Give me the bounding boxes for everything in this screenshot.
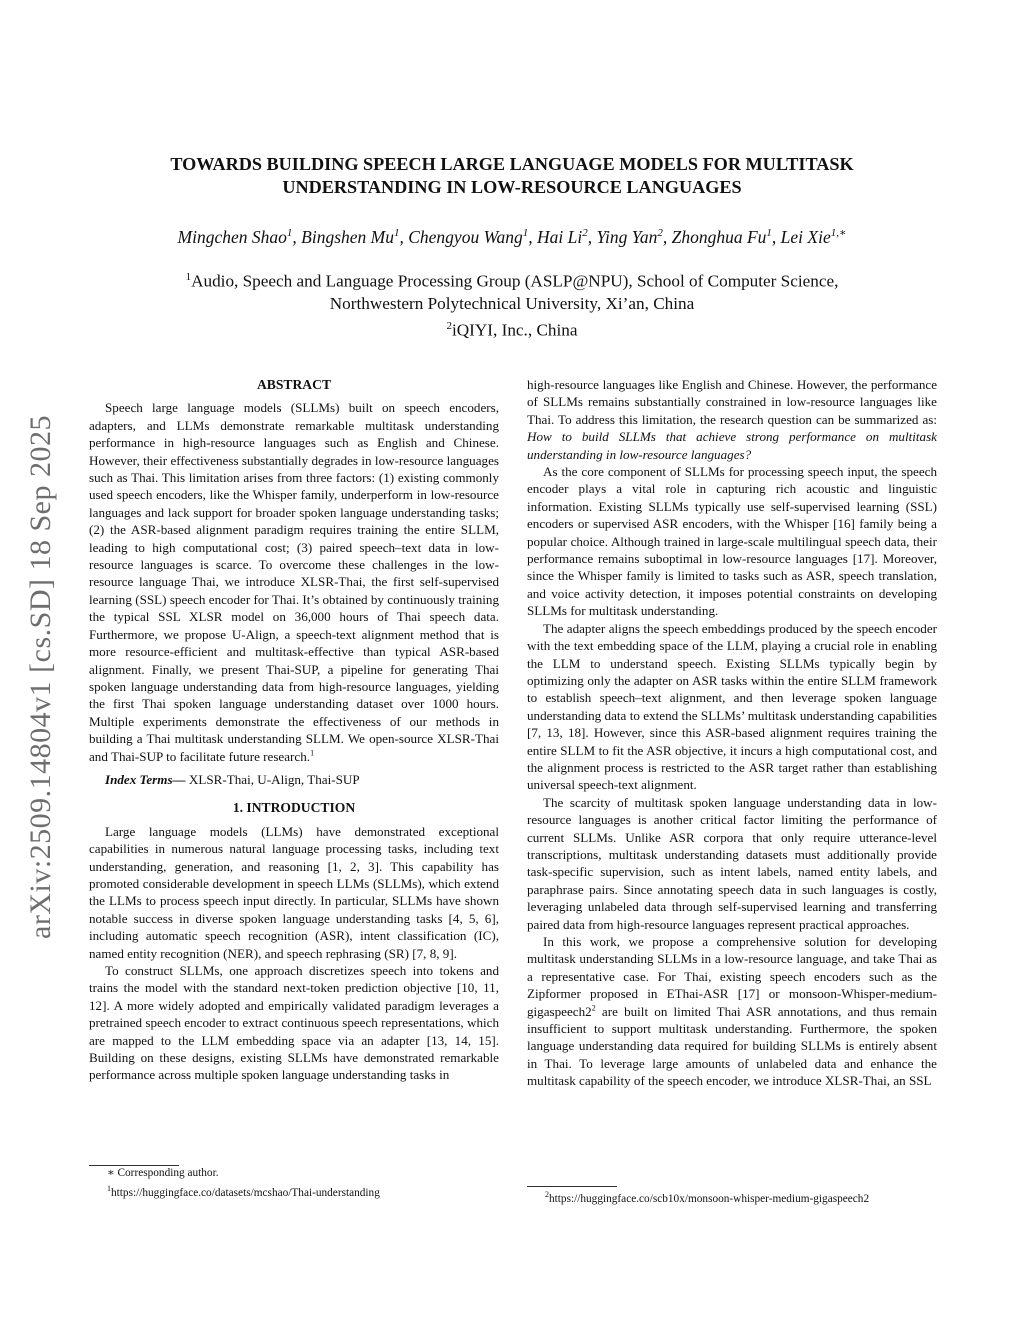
- footnote-1-link[interactable]: https://huggingface.co/datasets/mcshao/Thai-understanding: [111, 1186, 380, 1199]
- arxiv-sidebar-stamp: [22, 372, 60, 982]
- affiliation-1-line-2: Northwestern Polytechnical University, Xi’an, China: [329, 293, 695, 313]
- index-terms-label: Index Terms—: [105, 771, 186, 787]
- section-heading-introduction: 1. INTRODUCTION: [232, 800, 356, 816]
- intro-paragraph-3: As the core component of SLLMs for processing speech input, the speech encoder plays a vital role in capturing rich acoustic and linguistic information. Existing SLLMs typically use self-supervised learning (SSL) encoders or supervised ASR encoders, with the Whisper [16] family being a popular choice. Although trained in large-scale multilingual speech data, their performance remains suboptimal in low-resource languages [17]. Moreover, since the Whisper family is limited to tasks such as ASR, speech translation, and voice activity detection, it imposes potential constraints on developing SLLMs for multitask understanding.: [527, 464, 937, 619]
- intro-paragraph-2: To construct SLLMs, one approach discretizes speech into tokens and trains the model with the standard next-token prediction objective [10, 11, 12]. A more widely adopted and empirically validated paradigm leverages a pretrained speech encoder to extract continuous speech representations, which are mapped to the LLM embedding space via an adapter [13, 14, 15]. Building on these designs, existing SLLMs have demonstrated remarkable performance across multiple spoken language understanding tasks in: [89, 963, 499, 1083]
- index-terms: [89, 771, 499, 788]
- author-affil-mark: 1: [522, 227, 529, 239]
- title-line-2: UNDERSTANDING IN LOW-RESOURCE LANGUAGES: [282, 177, 742, 197]
- author-affil-mark: 1: [393, 227, 400, 239]
- footnote-mark: 1: [310, 748, 315, 758]
- author-name: Ying Yan: [596, 226, 658, 247]
- arxiv-id: arXiv:2509.14804v1 [cs.SD] 18 Sep 2025: [24, 415, 57, 939]
- author-affil-mark: 2: [582, 227, 588, 239]
- author-affil-mark: 1: [286, 227, 293, 239]
- index-terms-text: XLSR-Thai, U-Align, Thai-SUP: [188, 771, 360, 787]
- author-affil-mark: 1: [766, 227, 772, 239]
- footnote-mark: 2: [591, 1003, 596, 1013]
- right-column: [527, 376, 937, 1090]
- author-name: Bingshen Mu: [301, 226, 394, 247]
- footnote-2-link[interactable]: https://huggingface.co/scb10x/monsoon-whisper-medium-gigaspeech2: [549, 1192, 870, 1205]
- author-name: Hai Li: [537, 226, 583, 247]
- intro-paragraph-2-cont: high-resource languages like English and Chinese. However, the performance of SLLMs remains substantially constrained in low-resource languages like Thai. To address this limitation, the research question can be summarized as: How to build SLLMs that achieve strong performance on multitask understanding in low-resource languages?: [527, 377, 937, 462]
- author-list: Mingchen Shao$^1$, Bingshen Mu$^1$, Chengyou Wang$^1$, Hai Li$^2$, Ying Yan$^2$, Zhonghua Fu$^1$, Lei Xie$^{1,∗}$: [177, 226, 847, 247]
- footnotes-right: [527, 1186, 937, 1207]
- affiliations: [60, 266, 964, 341]
- title-line-1: TOWARDS BUILDING SPEECH LARGE LANGUAGE MODELS FOR MULTITASK: [170, 154, 854, 174]
- intro-paragraph-1: Large language models (LLMs) have demonstrated exceptional capabilities in numerous natural language processing tasks, including text understanding, generation, and reasoning [1, 2, 3]. This capability has promoted considerable development in speech LLMs (SLLMs), which extend the LLMs to process speech input directly. In particular, SLLMs have shown notable success in diverse spoken language understanding tasks [4, 5, 6], including automatic speech recognition (ASR), intent classification (IC), named entity recognition (NER), and speech rephrasing (SR) [7, 8, 9].: [89, 823, 499, 961]
- footnote-2: $^2$https://huggingface.co/scb10x/monsoon-whisper-medium-gigaspeech2: [545, 1190, 870, 1205]
- affiliation-1: $^1$Audio, Speech and Language Processing Group (ASLP@NPU), School of Computer Science,: [185, 271, 839, 291]
- footnote-1: $^1$https://huggingface.co/datasets/mcshao/Thai-understanding: [107, 1184, 380, 1199]
- author-name: Mingchen Shao: [177, 226, 287, 247]
- author-name: Chengyou Wang: [408, 226, 523, 247]
- author-affil-mark: 2: [657, 227, 663, 239]
- research-question: How to build SLLMs that achieve strong performance on multitask understanding in low-resource languages?: [527, 429, 937, 462]
- footnote-corresponding: ∗ Corresponding author.: [107, 1167, 219, 1179]
- abstract-heading: ABSTRACT: [256, 377, 332, 392]
- abstract-text: Speech large language models (SLLMs) built on speech encoders, adapters, and LLMs demonstrate remarkable multitask understanding performance in high-resource languages such as English and Chinese. However, their effectiveness substantially degrades in low-resource languages such as Thai. This limitation arises from three factors: (1) existing commonly used speech encoders, like the Whisper family, underperform in low-resource languages and lack support for broader spoken language understanding tasks; (2) the ASR-based alignment paradigm requires training the entire SLLM, leading to high computational cost; (3) paired speech–text data in low-resource languages is scarce. To overcome these challenges in the low-resource language Thai, we introduce XLSR-Thai, the first self-supervised learning (SSL) speech encoder for Thai. It’s obtained by continuously training the typical SSL XLSR model on 36,000 hours of Thai speech data. Furthermore, we propose U-Align, a speech-text alignment method that is more resource-efficient and multitask-effective than typical ASR-based alignment. Finally, we present Thai-SUP, a pipeline for generating Thai spoken language understanding data from high-resource languages, yielding the first Thai spoken language understanding dataset over 1000 hours. Multiple experiments demonstrate the effectiveness of our methods in building a Thai multitask understanding SLLM. We open-source XLSR-Thai and Thai-SUP to facilitate future research.$^1$: [89, 400, 499, 764]
- footnotes-left: [89, 1165, 499, 1201]
- intro-paragraph-4: The adapter aligns the speech embeddings produced by the speech encoder with the text embedding space of the LLM, playing a crucial role in enabling the LLM to understand speech. Existing SLLMs typically begin by optimizing only the adapter on ASR tasks within the entire SLLM framework to establish speech–text alignment, and then leverage spoken language understanding data to extend the SLLMs’ multitask understanding capabilities [7, 13, 18]. However, since this ASR-based alignment requires training the entire SLLM to fit the ASR objective, it incurs a high computational cost, and the alignment process is restricted to the ASR target rather than establishing universal speech-text alignment.: [527, 620, 937, 793]
- affiliation-2: $^2$iQIYI, Inc., China: [446, 319, 578, 340]
- paper-title: [90, 153, 934, 199]
- author-affil-mark: 1,∗: [830, 227, 847, 239]
- author-name: Zhonghua Fu: [671, 226, 767, 247]
- author-name: Lei Xie: [780, 226, 831, 247]
- intro-paragraph-6: In this work, we propose a comprehensive solution for developing multitask understanding SLLMs in a low-resource language, and take Thai as a representative case. For Thai, existing speech encoders such as the Zipformer proposed in EThai-ASR [17] or monsoon-$Whisper-medium-gigaspeech2^2$ are built on limited Thai ASR annotations, and thus remain insufficient to support multitask understanding. Furthermore, the spoken language understanding data required for building SLLMs is entirely absent in Thai. To leverage large amounts of unlabeled data and enhance the multitask capability of the speech encoder, we introduce XLSR-Thai, an SSL: [527, 934, 937, 1089]
- left-column: [89, 376, 499, 1084]
- intro-paragraph-5: The scarcity of multitask spoken language understanding data in low-resource languages is another critical factor limiting the performance of current SLLMs. Unlike ASR corpora that only require utterance-level transcriptions, multitask understanding datasets must additionally provide task-specific supervision, such as intent labels, named entity labels, and paraphrase pairs. Since annotating speech data in such languages is costly, leveraging unlabeled data through self-supervised learning and transferring paired data from high-resource languages represent practical approaches.: [527, 794, 937, 932]
